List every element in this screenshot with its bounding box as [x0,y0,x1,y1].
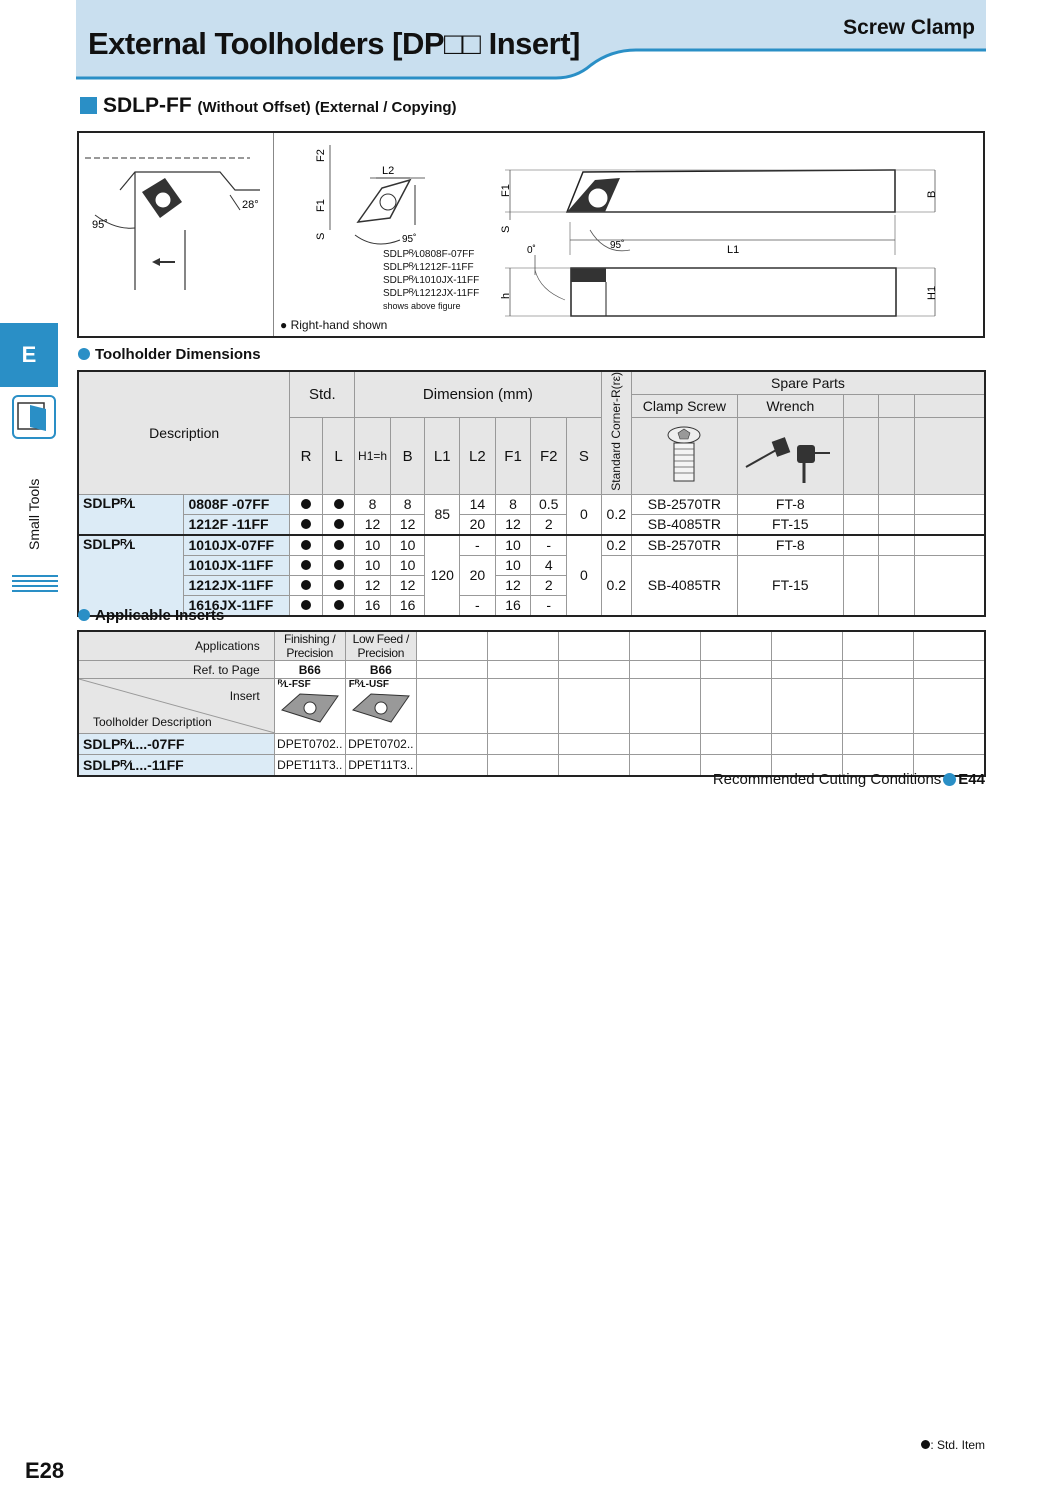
corner-header: Standard Corner-R(rε) [601,371,631,494]
h1: 12 [355,575,391,595]
empty-cell [843,514,879,535]
b: 16 [390,595,425,616]
empty-cell [630,661,701,679]
h1: 10 [355,555,391,575]
col-l2: L2 [460,418,496,494]
empty-cell [701,631,772,661]
f2: 0.5 [531,494,567,514]
col-f2: F2 [531,418,567,494]
empty-cell [879,514,915,535]
f2: 4 [531,555,567,575]
corner-r: 0.2 [601,494,631,535]
std-r [290,494,322,514]
empty-cell [416,734,487,755]
svg-text:S: S [315,232,327,240]
empty-cell [843,679,914,734]
empty-cell [487,661,558,679]
std-l [322,575,354,595]
figure-divider [273,133,274,336]
f2: 2 [531,575,567,595]
empty-cell [843,734,914,755]
empty-cell [843,395,879,418]
empty-cell [879,395,915,418]
empty-cell [914,631,985,661]
wrench-icon [742,425,838,485]
empty-cell [879,418,915,494]
empty-cell [843,418,879,494]
recommended-conditions-link[interactable]: Recommended Cutting Conditions E44 [712,771,985,788]
ref-page-2[interactable]: B66 [345,661,416,679]
empty-cell [630,631,701,661]
wrench: FT-8 [737,535,843,556]
h1: 16 [355,595,391,616]
row-code: 1212F -11FF [184,514,290,535]
corner-r: 0.2 [601,555,631,616]
empty-cell [843,631,914,661]
empty-cell [914,661,985,679]
row-code: 1010JX-07FF [184,535,290,556]
f1: 10 [495,535,531,556]
std-bullet-icon [301,519,311,529]
h1: 8 [355,494,391,514]
empty-cell [879,555,915,616]
wrench-header: Wrench [737,395,843,418]
empty-cell [559,631,630,661]
empty-cell [559,661,630,679]
svg-text:95˚: 95˚ [92,219,108,231]
l2: - [460,535,496,556]
page-title: External Toolholders [DP□□ Insert] [88,26,580,61]
table-row [78,535,985,556]
table-row [78,514,985,535]
svg-text:95˚: 95˚ [402,234,417,245]
std-bullet-icon [334,540,344,550]
f1: 12 [495,514,531,535]
s: 0 [567,494,602,535]
std-bullet-icon [334,560,344,570]
std-header: Std. [290,371,355,418]
empty-cell [630,679,701,734]
svg-text:0˚: 0˚ [527,245,536,256]
col-r: R [290,418,322,494]
insert-desc-header: Insert Toolholder Description [78,679,274,734]
empty-cell [487,631,558,661]
wrench-image [737,418,843,494]
insert-diamond-icon [349,690,413,726]
col-s: S [567,418,602,494]
svg-text:h: h [500,292,512,299]
category-label: Screw Clamp [843,16,975,39]
h1: 10 [355,535,391,556]
table-row [78,494,985,514]
empty-cell [914,734,985,755]
inserts-table [77,630,986,777]
empty-cell [487,679,558,734]
clamp-screw-header: Clamp Screw [631,395,737,418]
insert-1: ᴿ⁄ʟ-FSF [274,679,345,734]
empty-cell [843,535,879,556]
insert-2: Fᴿ⁄ʟ-USF [345,679,416,734]
empty-cell [559,734,630,755]
page-number: E28 [25,1458,65,1483]
b: 10 [390,555,425,575]
empty-cell [416,631,487,661]
wrench: FT-15 [737,514,843,535]
l1: 120 [425,535,460,616]
row-code: 1212JX-11FF [184,575,290,595]
empty-cell [772,631,843,661]
std-r [290,535,322,556]
svg-text:H1: H1 [926,285,938,300]
std-bullet-icon [921,1440,930,1449]
clamp-screw: SB-4085TR [631,555,737,616]
std-bullet-icon [301,540,311,550]
col-l1: L1 [425,418,460,494]
l2: - [460,595,496,616]
row-code: 1616JX-11FF [184,595,290,616]
empty-cell [843,494,879,514]
f2: - [531,535,567,556]
std-bullet-icon [334,499,344,509]
clamp-screw: SB-2570TR [631,535,737,556]
std-l [322,514,354,535]
std-l [322,494,354,514]
b: 12 [390,514,425,535]
std-bullet-icon [301,560,311,570]
empty-cell [701,661,772,679]
row-code: 0808F -07FF [184,494,290,514]
col-f1: F1 [495,418,531,494]
empty-cell [915,494,985,514]
spare-header: Spare Parts [631,371,985,395]
svg-text:28°: 28° [242,199,259,211]
h1: 12 [355,514,391,535]
empty-cell [879,535,915,556]
empty-cell [416,679,487,734]
clamp-screw: SB-2570TR [631,494,737,514]
empty-cell [416,661,487,679]
dimension-header: Dimension (mm) [355,371,601,418]
svg-text:L1: L1 [727,244,740,256]
arrow-right-icon [943,773,956,786]
std-r [290,514,322,535]
application-2: Low Feed / Precision [345,631,416,661]
holder-desc: SDLPᴿ⁄ʟ...-11FF [78,755,274,777]
col-l: L [322,418,354,494]
row-code: 1010JX-11FF [184,555,290,575]
dims-heading: Toolholder Dimensions [78,346,261,363]
insert-value: DPET0702.. [274,734,345,755]
insert-value: DPET11T3.. [345,755,416,777]
std-r [290,555,322,575]
empty-cell [416,755,487,777]
empty-cell [701,734,772,755]
inserts-heading: Applicable Inserts [78,607,224,624]
s: 0 [567,535,602,616]
empty-cell [559,679,630,734]
insert-value: DPET11T3.. [274,755,345,777]
empty-cell [772,679,843,734]
col-h1: H1=h [355,418,391,494]
ref-page-label: Ref. to Page [78,661,274,679]
std-l [322,555,354,575]
applications-label: Applications [78,631,274,661]
empty-cell [487,734,558,755]
holder-diagram [495,160,955,320]
table-row [78,734,985,755]
section-marker [80,97,97,114]
empty-cell [914,679,985,734]
table-row [78,555,985,575]
f2: 2 [531,514,567,535]
insert-diamond-icon [278,690,342,726]
empty-cell [915,418,985,494]
wrench: FT-8 [737,494,843,514]
f2: - [531,595,567,616]
l1: 85 [425,494,460,535]
side-lines [12,575,58,593]
b: 8 [390,494,425,514]
figure-note: SDLPᴿ⁄ʟ0808F-07FF SDLPᴿ⁄ʟ1212F-11FF SDLPᴿ⁄ʟ1010JX-11FF SDLPᴿ⁄ʟ1212JX-11FF shows above figure [383,249,480,311]
svg-text:F1: F1 [315,199,327,212]
empty-cell [843,555,879,616]
f1: 10 [495,555,531,575]
description-header: Description [78,371,290,494]
empty-cell [915,555,985,616]
std-bullet-icon [334,519,344,529]
empty-cell [630,734,701,755]
wrench: FT-15 [737,555,843,616]
l2: 20 [460,514,496,535]
std-r [290,575,322,595]
empty-cell [843,661,914,679]
empty-cell [879,494,915,514]
group-name: SDLPᴿ⁄ʟ [78,494,184,535]
section-title: SDLP-FF (Without Offset) (External / Copying) [103,94,457,117]
std-bullet-icon [334,600,344,610]
std-bullet-icon [301,600,311,610]
std-bullet-icon [334,580,344,590]
insert-detail-diagram [310,140,430,255]
clamp-screw-icon [666,425,702,485]
chapter-tab[interactable]: E [0,323,58,387]
std-l [322,595,354,616]
std-item-legend: : Std. Item [880,1438,985,1452]
std-l [322,535,354,556]
application-1: Finishing / Precision [274,631,345,661]
l2: 20 [460,555,496,595]
dimensions-table [77,370,986,617]
svg-text:F2: F2 [315,149,327,162]
side-label: Small Tools [26,478,42,550]
std-bullet-icon [301,580,311,590]
setup-diagram [80,140,270,300]
std-r [290,595,322,616]
bullet-icon [78,348,90,360]
group-name: SDLPᴿ⁄ʟ [78,535,184,616]
tool-category-icon [12,395,56,439]
col-b: B [390,418,425,494]
corner-r: 0.2 [601,535,631,556]
f1: 16 [495,595,531,616]
clamp-screw: SB-4085TR [631,514,737,535]
empty-cell [915,514,985,535]
std-bullet-icon [301,499,311,509]
b: 12 [390,575,425,595]
empty-cell [772,734,843,755]
svg-text:95˚: 95˚ [610,240,625,251]
l2: 14 [460,494,496,514]
empty-cell [915,395,985,418]
f1: 12 [495,575,531,595]
svg-text:B: B [926,190,938,198]
empty-cell [487,755,558,777]
b: 10 [390,535,425,556]
svg-text:S: S [500,225,512,233]
empty-cell [772,661,843,679]
f1: 8 [495,494,531,514]
right-hand-note: ● Right-hand shown [280,318,388,332]
ref-page-1[interactable]: B66 [274,661,345,679]
svg-text:F1: F1 [500,184,512,197]
empty-cell [915,535,985,556]
bullet-icon [78,609,90,621]
holder-desc: SDLPᴿ⁄ʟ...-07FF [78,734,274,755]
empty-cell [701,679,772,734]
svg-text:L2: L2 [382,165,395,177]
clamp-screw-image [631,418,737,494]
insert-value: DPET0702.. [345,734,416,755]
